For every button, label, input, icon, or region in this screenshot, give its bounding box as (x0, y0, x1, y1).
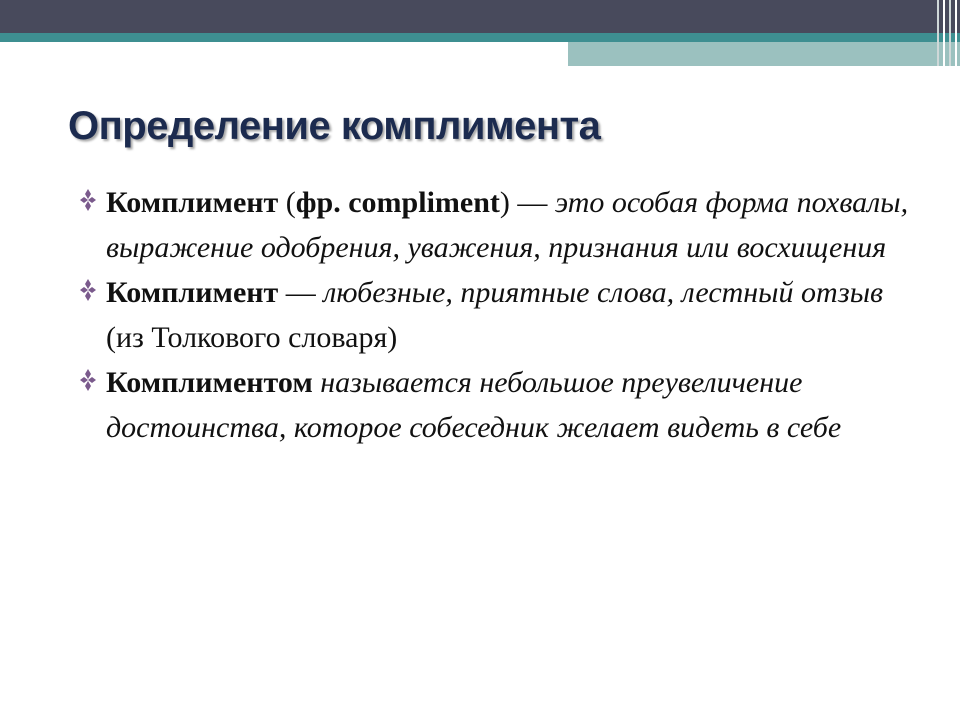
four-petal-diamond-bullet-icon (76, 360, 104, 405)
definition: называется небольшое преувеличение достоинства, которое собеседник желает видеть в себе (106, 366, 842, 444)
term: Комплимент (106, 186, 279, 219)
header-band-light (568, 42, 960, 66)
term: Комплимент (106, 276, 279, 309)
list-item (76, 180, 926, 270)
definition: это особая форма похвалы, выражение одобрения, уважения, признания или восхищения (106, 186, 909, 264)
four-petal-diamond-bullet-icon (76, 180, 104, 225)
corner-lines-decoration (930, 0, 960, 66)
four-petal-diamond-bullet-icon (76, 270, 104, 315)
paren-close: ) — (499, 186, 555, 219)
header-band-dark (0, 0, 960, 33)
slide-title: Определение комплимента (68, 104, 601, 148)
dash: — (278, 276, 324, 309)
header-band-teal (0, 33, 960, 42)
term: Комплиментом (106, 366, 313, 399)
source-note: (из Толкового словаря) (106, 321, 398, 354)
list-item (76, 360, 926, 450)
definition-list (76, 180, 926, 450)
list-item (76, 270, 926, 360)
definition: любезные, приятные слова, лестный отзыв (323, 276, 884, 309)
foreign-term: фр. compliment (295, 186, 500, 219)
paren-open: ( (278, 186, 296, 219)
